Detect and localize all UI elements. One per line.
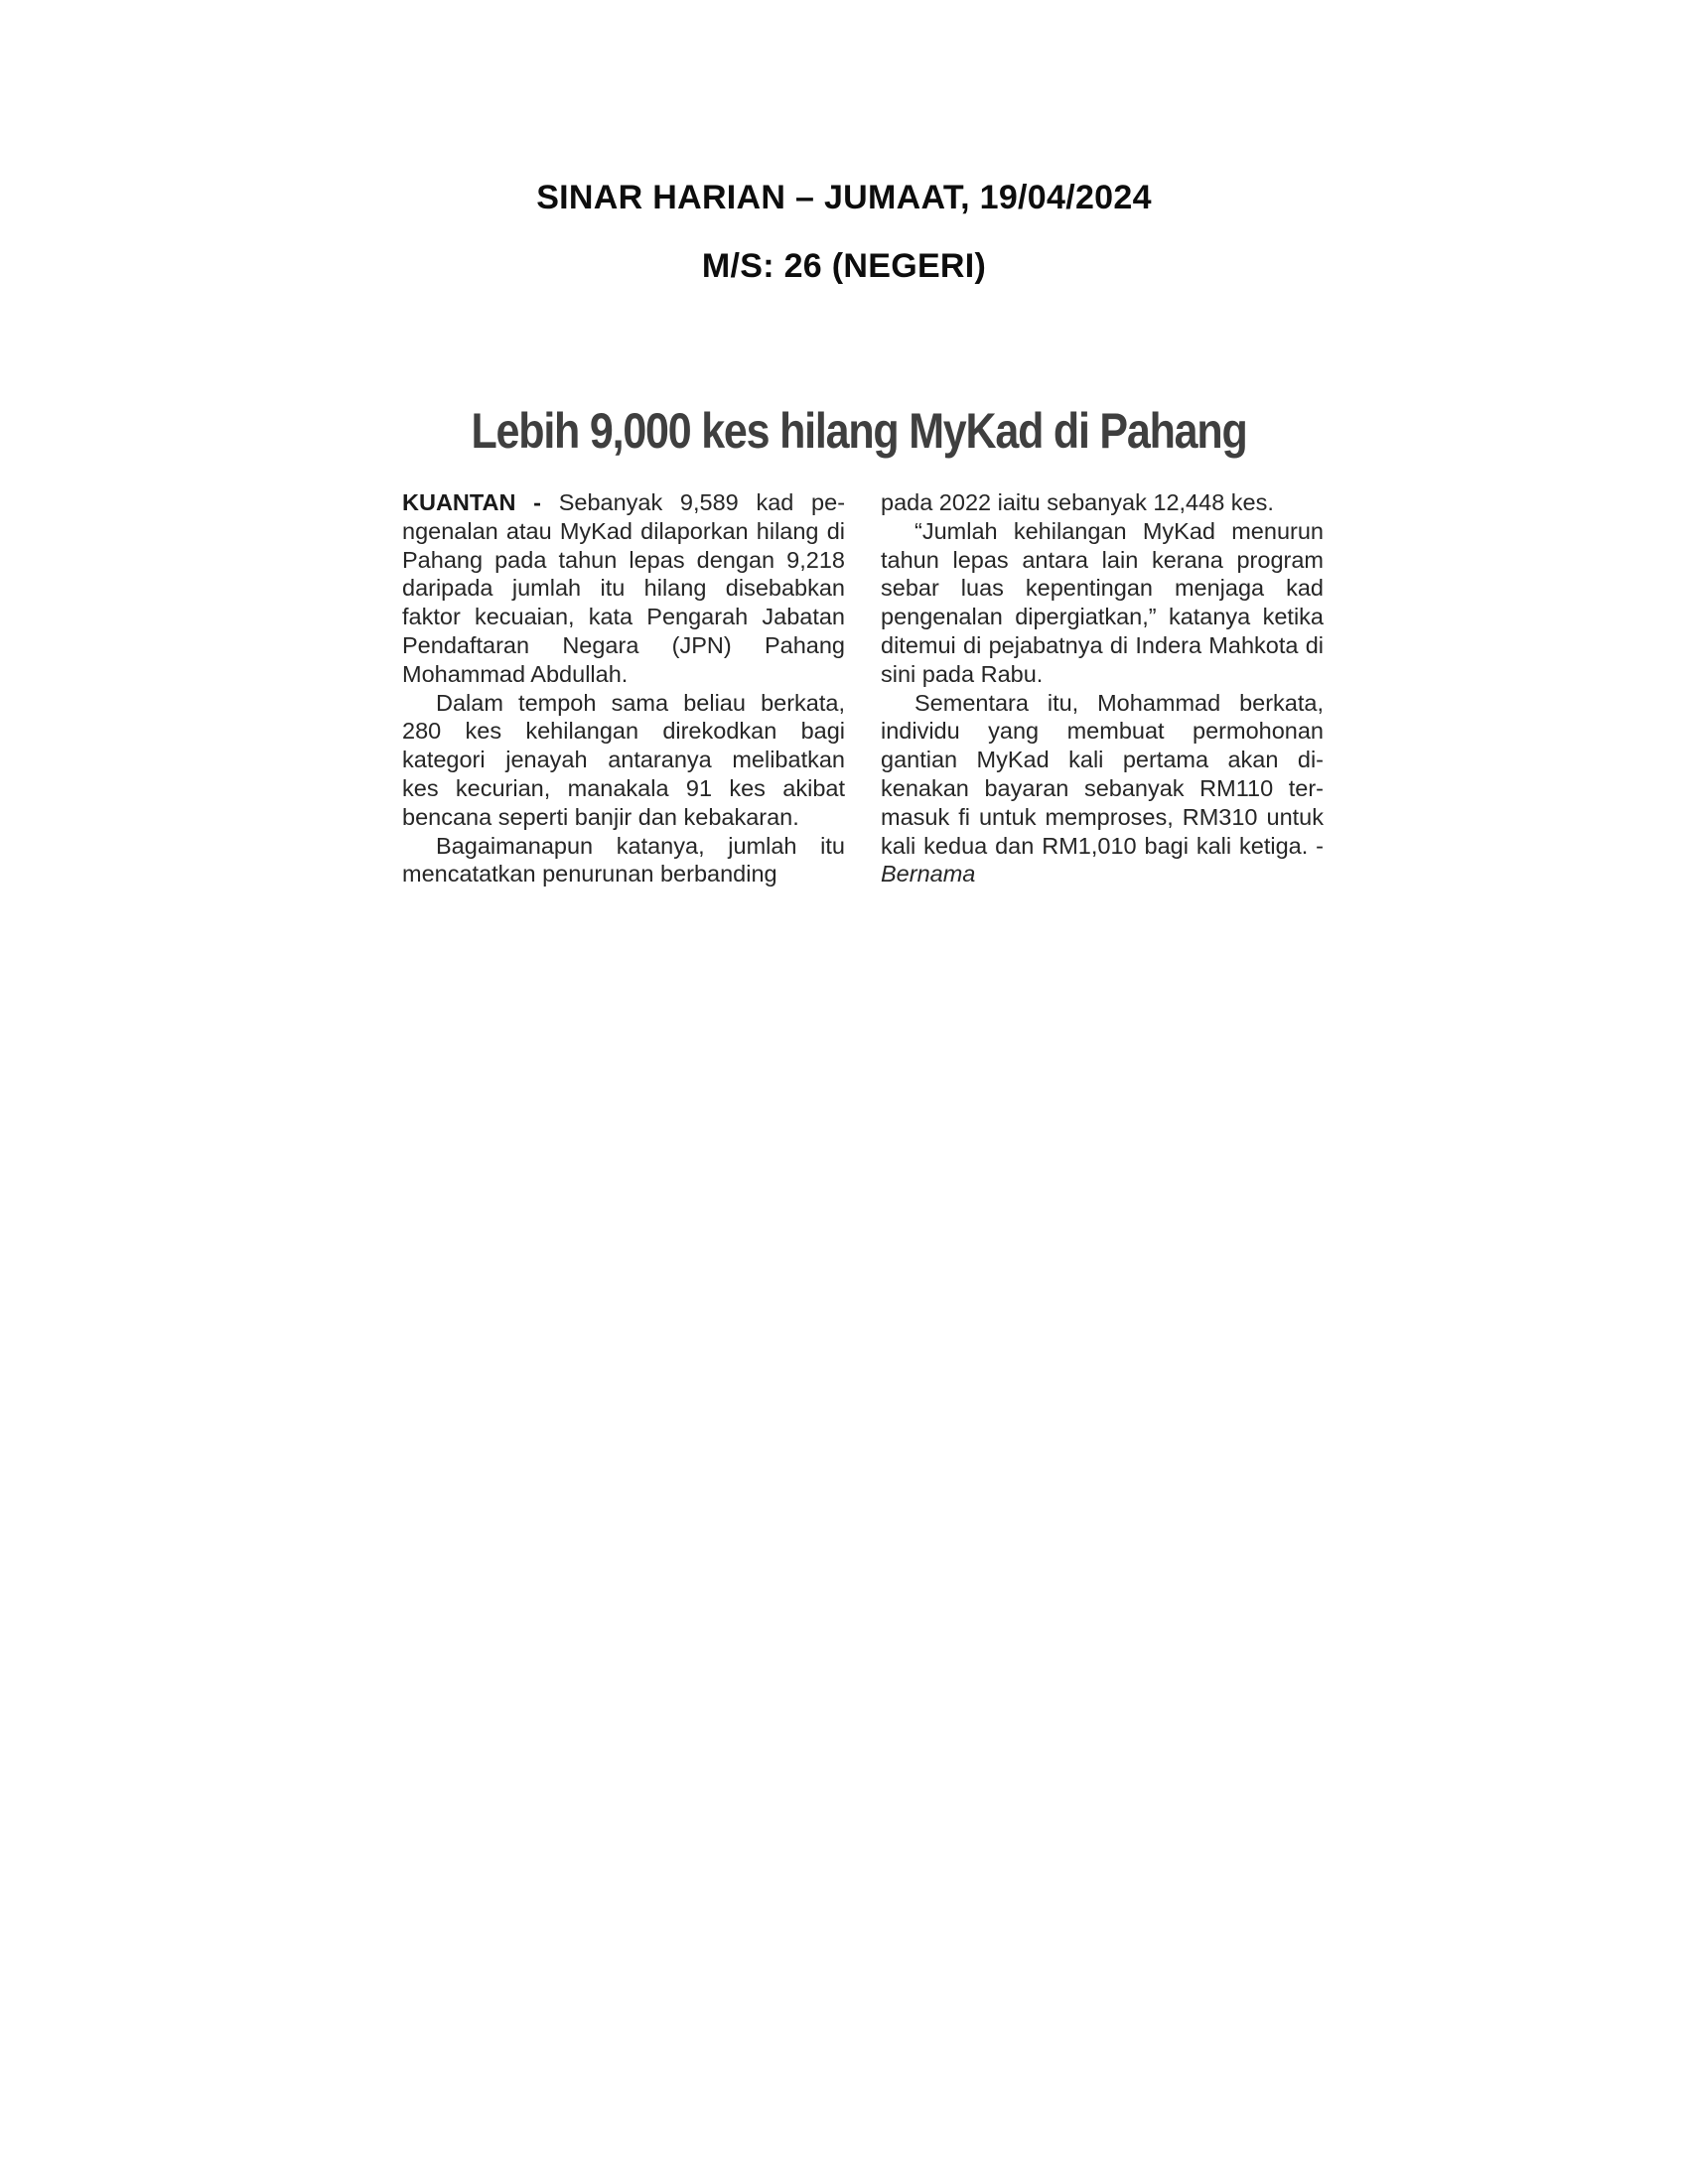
paragraph-text: Sementara itu, Mohammad berkata, individu yang membuat permohonan gantian MyKad kali pertama akan dikenakan bayaran sebanyak RM110 termasuk fi untuk memproses, RM310 untuk kali kedua dan RM1,010 bagi kali ketiga. -: [881, 689, 1324, 859]
article-headline: Lebih 9,000 kes hilang MyKad di Pahang: [471, 403, 1247, 459]
news-clipping: [392, 387, 1326, 893]
article-paragraph: [881, 689, 1324, 889]
article-paragraph: pada 2022 iaitu sebanyak 12,448 kes.: [881, 489, 1274, 515]
publication-date-header: SINAR HARIAN – JUMAAT, 19/04/2024: [536, 179, 1152, 216]
paragraph-text: Sebanyak 9,589 kad pengenalan atau MyKad dilaporkan hilang di Pahang pada tahun lepas dengan 9,218 daripada jumlah itu hilang disebabkan faktor kecuaian, kata Pengarah Jabatan Pendaftaran Negara (JPN) Pahang Mohammad Abdullah.: [402, 489, 846, 687]
article-column-left: [402, 488, 845, 888]
article-paragraph: “Jumlah kehilangan MyKad menurun tahun lepas antara lain kerana program sebar luas kepentingan menjaga kad pengenalan dipergiatkan,” katanya ketika ditemui di pejabatnya di Indera Mahkota di sini pada Rabu.: [881, 517, 1324, 687]
article-paragraph: [402, 488, 845, 689]
article-paragraph: Dalam tempoh sama beliau berkata, 280 kes kehilangan direkodkan bagi kategori jenayah antaranya melibatkan kes kecurian, manakala 91 kes akibat bencana seperti banjir dan kebakaran.: [402, 689, 845, 830]
article-column-right: [881, 488, 1324, 888]
article-dateline: KUANTAN -: [402, 489, 541, 515]
news-agency-credit: Bernama: [881, 861, 976, 887]
article-paragraph: Bagaimanapun katanya, jumlah itu mencatatkan penurunan berbanding: [402, 832, 845, 887]
page-section-header: M/S: 26 (NEGERI): [701, 247, 987, 285]
